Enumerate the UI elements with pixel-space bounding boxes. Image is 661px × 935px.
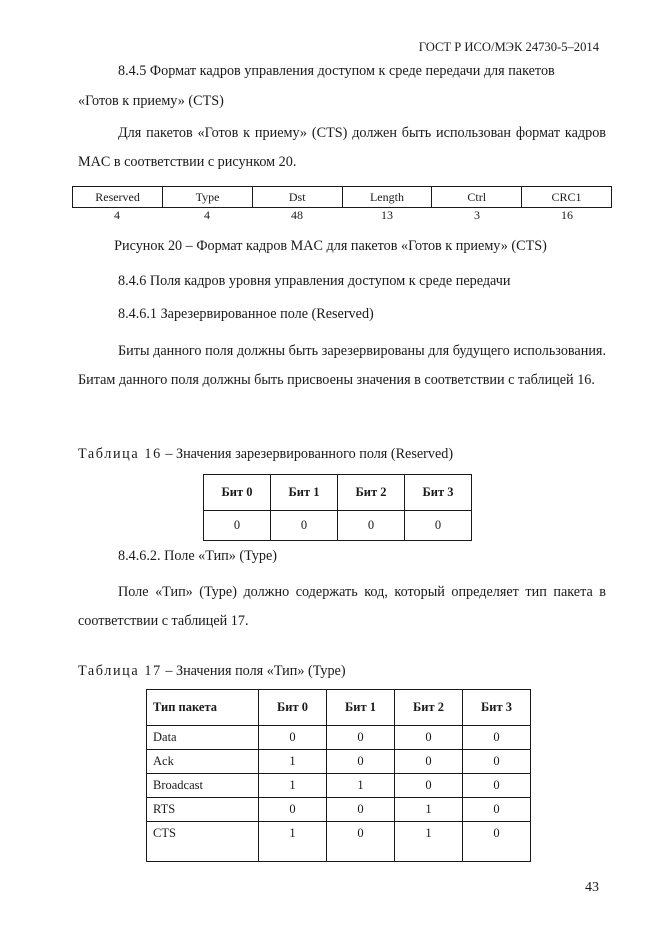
frame-size: 13	[381, 207, 393, 222]
frame-field-length: Length	[342, 187, 432, 208]
column-header: Бит 2	[395, 690, 463, 726]
table-header-row	[204, 475, 472, 511]
table-cell: 0	[271, 511, 338, 541]
frame-size: 3	[474, 207, 480, 222]
frame-field-ctrl: Ctrl	[432, 187, 522, 208]
figure-20-caption: Рисунок 20 – Формат кадров MAC для пакетов «Готов к приему» (CTS)	[114, 238, 547, 254]
table-cell: 0	[259, 798, 327, 822]
table-cell: 0	[204, 511, 271, 541]
table-header-row	[147, 690, 531, 726]
section-8462-heading: 8.4.6.2. Поле «Тип» (Type)	[118, 548, 278, 564]
table-17-caption	[78, 663, 346, 680]
figure-20-field-sizes	[72, 207, 612, 223]
table-cell: 1	[259, 750, 327, 774]
table-cell: 0	[463, 798, 531, 822]
table-row	[147, 774, 531, 798]
frame-size: 4	[204, 207, 210, 222]
table-cell: 0	[463, 774, 531, 798]
frame-field-type: Type	[163, 187, 253, 208]
frame-size: 4	[114, 207, 120, 222]
section-845-paragraph: Для пакетов «Готов к приему» (CTS) должен быть использован формат кадров MAC в соответствии с рисунком 20.	[78, 125, 606, 170]
section-8461-paragraph: Биты данного поля должны быть зарезервированы для будущего использования. Битам данного поля должны быть присвоены значения в соответствии с таблицей 16.	[78, 343, 606, 388]
page-number: 43	[585, 880, 599, 895]
table-cell: 0	[395, 726, 463, 750]
column-header: Бит 1	[271, 475, 338, 511]
table-cell: 1	[327, 774, 395, 798]
packet-type-cell: CTS	[147, 822, 259, 862]
column-header: Бит 1	[327, 690, 395, 726]
table-17-label: Таблица 17	[78, 663, 162, 679]
frame-size: 48	[291, 207, 303, 222]
table-cell: 0	[395, 774, 463, 798]
table-cell: 0	[463, 726, 531, 750]
table-cell: 0	[327, 822, 395, 862]
table-row	[147, 750, 531, 774]
packet-type-cell: Broadcast	[147, 774, 259, 798]
table-cell: 0	[463, 822, 531, 862]
table-17	[146, 689, 531, 862]
frame-field-reserved: Reserved	[95, 189, 140, 204]
table-cell: 1	[395, 798, 463, 822]
table-cell: 0	[327, 798, 395, 822]
table-cell: 1	[259, 774, 327, 798]
table-17-title: – Значения поля «Тип» (Type)	[161, 663, 346, 679]
table-cell: 0	[327, 750, 395, 774]
frame-field-dst: Dst	[252, 187, 342, 208]
table-row	[204, 511, 472, 541]
column-header: Бит 2	[338, 475, 405, 511]
table-row	[147, 822, 531, 862]
table-cell: 1	[395, 822, 463, 862]
column-header: Бит 0	[259, 690, 327, 726]
table-16	[203, 474, 472, 541]
frame-field-row	[73, 187, 612, 208]
table-row	[147, 726, 531, 750]
section-846-heading: 8.4.6 Поля кадров уровня управления доступом к среде передачи	[118, 273, 511, 289]
column-header: Бит 0	[204, 475, 271, 511]
frame-size-row	[72, 207, 612, 223]
table-cell: 0	[327, 726, 395, 750]
table-16-caption	[78, 446, 453, 463]
section-8461-heading: 8.4.6.1 Зарезервированное поле (Reserved)	[118, 306, 374, 322]
table-cell: 0	[338, 511, 405, 541]
figure-20-frame-format	[72, 186, 612, 208]
table-cell: 0	[259, 726, 327, 750]
table-16-label: Таблица 16	[78, 446, 162, 462]
table-16-title: – Значения зарезервированного поля (Reserved)	[161, 446, 454, 462]
column-header: Бит 3	[405, 475, 472, 511]
section-845-heading-line2: «Готов к приему» (CTS)	[78, 93, 224, 109]
table-cell: 0	[395, 750, 463, 774]
frame-size: 16	[561, 207, 573, 222]
column-header: Тип пакета	[147, 690, 259, 726]
packet-type-cell: Ack	[147, 750, 259, 774]
section-8462-paragraph: Поле «Тип» (Type) должно содержать код, который определяет тип пакета в соответствии с таблицей 17.	[78, 584, 606, 629]
section-845-heading-line1: 8.4.5 Формат кадров управления доступом к среде передачи для пакетов	[118, 63, 555, 79]
column-header: Бит 3	[463, 690, 531, 726]
packet-type-cell: Data	[147, 726, 259, 750]
frame-field-crc1: CRC1	[522, 187, 612, 208]
table-cell: 0	[405, 511, 472, 541]
table-row	[147, 798, 531, 822]
packet-type-cell: RTS	[147, 798, 259, 822]
table-cell: 0	[463, 750, 531, 774]
table-cell: 1	[259, 822, 327, 862]
running-header: ГОСТ Р ИСО/МЭК 24730-5–2014	[418, 40, 599, 54]
